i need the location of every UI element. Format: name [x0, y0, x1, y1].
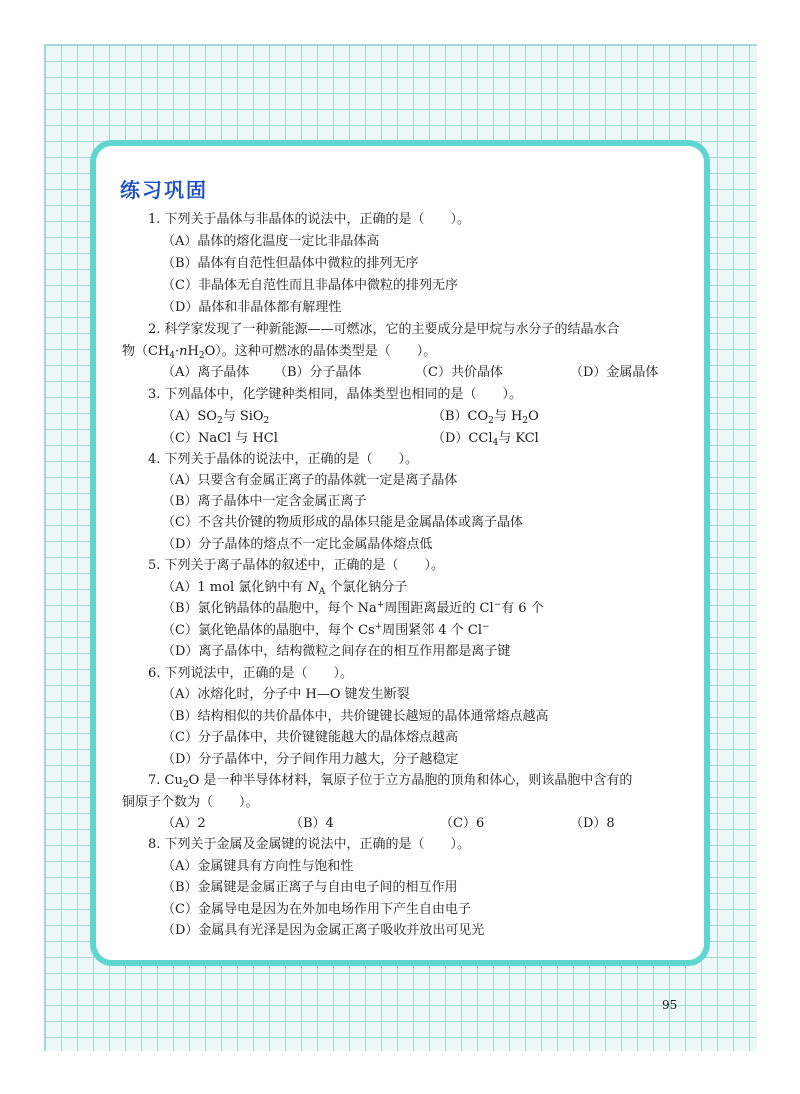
question-4-option-d: （D）分子晶体的熔点不一定比金属晶体熔点低	[162, 537, 433, 552]
question-7-option-a: （A）2	[162, 816, 206, 831]
question-5-option-b: （B）氯化钠晶体的晶胞中，每个 Na+周围距离最近的 Cl−有 6 个	[162, 600, 544, 616]
question-5-option-a: （A）1 mol 氯化钠中有 $N_A$ 个氯化钠分子	[162, 580, 408, 597]
question-7-option-c: （C）6	[440, 816, 485, 831]
question-8-option-a: （A）金属键具有方向性与饱和性	[162, 859, 354, 874]
question-1-option-b: （B）晶体有自范性但晶体中微粒的排列无序	[162, 256, 419, 271]
question-5-stem: 5. 下列关于离子晶体的叙述中，正确的是（ ）。	[148, 558, 445, 573]
question-5-option-c: （C）氯化铯晶体的晶胞中，每个 Cs+周围紧邻 4 个 Cl−	[162, 622, 490, 638]
question-1-option-a: （A）晶体的熔化温度一定比非晶体高	[162, 234, 380, 249]
question-6-option-a: （A）冰熔化时，分子中 H—O 键发生断裂	[162, 687, 410, 702]
question-3-stem: 3. 下列晶体中，化学键种类相同，晶体类型也相同的是（ ）。	[148, 387, 523, 402]
question-5-option-d: （D）离子晶体中，结构微粒之间存在的相互作用都是离子键	[162, 644, 511, 659]
page-number: 95	[662, 998, 678, 1012]
question-6-option-c: （C）分子晶体中，共价键键能越大的晶体熔点越高	[162, 730, 458, 745]
question-6-option-b: （B）结构相似的共价晶体中，共价键键长越短的晶体通常熔点越高	[162, 709, 549, 724]
question-2-option-b: （B）分子晶体	[274, 365, 362, 380]
question-1-option-c: （C）非晶体无自范性而且非晶体中微粒的排列无序	[162, 278, 458, 293]
question-7-option-d: （D）8	[570, 816, 615, 831]
question-2-stem-continued: 物$(CH_4\cdot nH_2O)$。这种可燃冰的晶体类型是（ ）。	[122, 344, 437, 361]
section-title: 练习巩固	[120, 178, 208, 202]
question-1-option-d: （D）晶体和非晶体都有解理性	[162, 300, 342, 315]
question-2-option-c: （C）共价晶体	[415, 365, 503, 380]
question-7-stem: 7. $Cu_2O$ 是一种半导体材料，氧原子位于立方晶胞的顶角和体心，则该晶胞中含有的	[148, 773, 633, 790]
question-2-stem: 2. 科学家发现了一种新能源——可燃冰，它的主要成分是甲烷与水分子的结晶水合	[148, 322, 620, 337]
question-6-option-d: （D）分子晶体中，分子间作用力越大，分子越稳定	[162, 752, 459, 767]
question-4-option-c: （C）不含共价键的物质形成的晶体只能是金属晶体或离子晶体	[162, 515, 523, 530]
question-2-option-d: （D）金属晶体	[570, 365, 659, 380]
question-4-option-a: （A）只要含有金属正离子的晶体就一定是离子晶体	[162, 473, 458, 488]
question-8-option-b: （B）金属键是金属正离子与自由电子间的相互作用	[162, 880, 458, 895]
question-8-option-c: （C）金属导电是因为在外加电场作用下产生自由电子	[162, 902, 471, 917]
question-7-option-b: （B）4	[290, 816, 334, 831]
question-1-stem: 1. 下列关于晶体与非晶体的说法中，正确的是（ ）。	[148, 212, 471, 227]
question-3-option-d: （D）CCl$_4$与 KCl	[432, 431, 539, 448]
question-4-option-b: （B）离子晶体中一定含金属正离子	[162, 494, 367, 509]
question-3-option-c: （C）NaCl 与 HCl	[162, 431, 278, 446]
question-3-option-b: $(B)CO_2$与 $H_2O$	[432, 409, 539, 426]
question-6-stem: 6. 下列说法中，正确的是（ ）。	[148, 666, 354, 681]
question-8-option-d: （D）金属具有光泽是因为金属正离子吸收并放出可见光	[162, 923, 485, 938]
question-7-stem-continued: 铜原子个数为（ ）。	[122, 795, 259, 810]
question-2-option-a: （A）离子晶体	[162, 365, 250, 380]
question-4-stem: 4. 下列关于晶体的说法中，正确的是（ ）。	[148, 452, 419, 467]
question-3-option-a: $(A)SO_2$与 SiO$_2$	[162, 409, 270, 426]
question-8-stem: 8. 下列关于金属及金属键的说法中，正确的是（ ）。	[148, 837, 471, 852]
